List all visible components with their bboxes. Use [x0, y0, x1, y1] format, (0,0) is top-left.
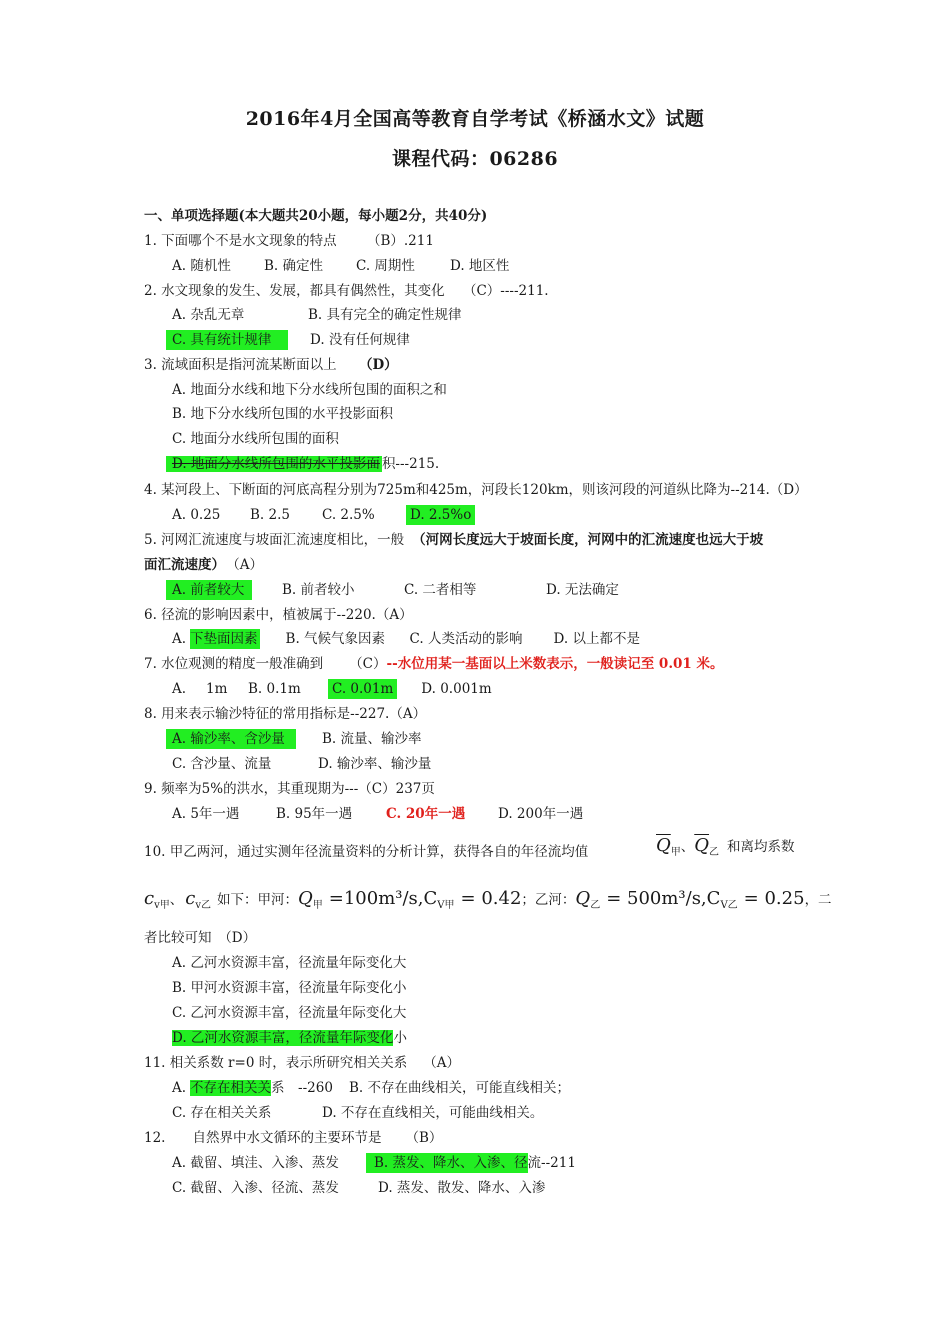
question-stem: 11. 相关系数 r=0 时，表示所研究相关关系: [144, 1055, 408, 1071]
question-9-options: [172, 804, 583, 824]
option-b: B. 确定性: [264, 258, 324, 274]
question-2-options-ab: [172, 305, 462, 325]
question-8-options-cd: [172, 754, 431, 774]
option-b-highlighted: B. 蒸发、降水、入渗、径: [366, 1153, 528, 1173]
q10-given-values: [144, 884, 832, 921]
question-1: [144, 231, 434, 251]
question-stem: 12. 自然界中水文循环的主要环节是: [144, 1130, 382, 1146]
option-d: D. 输沙率、输沙量: [318, 756, 432, 772]
question-stem: 7. 水位观测的精度一般准确到: [144, 656, 324, 672]
tail: ，二: [804, 892, 832, 908]
sub-jia: 甲: [312, 900, 323, 911]
question-11: [144, 1053, 460, 1073]
q-bar-symbol: $\overline{Q}$: [656, 835, 671, 856]
note-red: --水位用某一基面以上米数表示，一般读记至 0.01 米。: [386, 656, 724, 672]
option-b-tail: 流--211: [527, 1155, 576, 1171]
question-stem: 2. 水文现象的发生、发展，都具有偶然性，其变化: [144, 283, 445, 299]
question-5: [144, 530, 763, 550]
q-symbol: Q: [298, 888, 313, 909]
answer: （A）: [233, 557, 263, 573]
option-d: D. 以上都不是: [553, 631, 640, 647]
question-12-options-ab: [172, 1153, 576, 1173]
option-c-highlighted: C. 具有统计规律: [166, 330, 288, 350]
yi-prefix: ；乙河：: [521, 892, 576, 908]
option-d: D. 不存在直线相关，可能曲线相关。: [322, 1105, 544, 1121]
option-d: D. 无法确定: [546, 582, 619, 598]
question-3: [144, 355, 398, 375]
answer: （C）: [349, 656, 387, 672]
q10-mean-symbols: [656, 832, 795, 867]
question-2: [144, 281, 549, 301]
option-b: B. 具有完全的确定性规律: [308, 307, 462, 323]
option-b: B. 2.5: [250, 507, 290, 523]
option-c: C. 截留、入渗、径流、蒸发: [172, 1180, 339, 1196]
question-12: [144, 1128, 442, 1148]
question-5-cont: [144, 555, 263, 575]
given-prefix: 如下：甲河：: [217, 892, 298, 908]
option-b: B. 地下分水线所包围的水平投影面积: [172, 406, 394, 422]
dun-mark: 、: [169, 892, 184, 908]
option-b: B. 甲河水资源丰富，径流量年际变化小: [172, 980, 407, 996]
sub-yi: 乙: [709, 847, 720, 858]
sub-yi: 乙: [590, 900, 601, 911]
option-b: B. 95年一遇: [276, 806, 353, 822]
note: （河网长度远大于坡面长度，河网中的汇流速度也远大于坡: [412, 532, 764, 548]
stem-tail: 和离均系数: [727, 839, 795, 855]
question-8-options-ab: [166, 729, 422, 749]
option-a-prefix: A.: [172, 631, 187, 647]
question-6: 6. 径流的影响因素中，植被属于--220.（A）: [144, 607, 413, 623]
question-8: 8. 用来表示输沙特征的常用指标是--227.（A）: [144, 706, 427, 722]
option-c: C. 存在相关关系: [172, 1105, 272, 1121]
answer: （A）: [423, 1055, 460, 1071]
question-12-options-cd: [172, 1178, 545, 1198]
option-d-highlighted: D. 2.5%o: [406, 505, 475, 525]
option-a-highlighted: 下垫面因素: [190, 631, 258, 647]
option-a: A. 地面分水线和地下分水线所包围的面积之和: [172, 382, 447, 398]
yi-cv-value: = 0.25: [743, 888, 805, 909]
option-a: A. 0.25: [172, 507, 221, 523]
cv-symbol: c: [185, 888, 196, 909]
yi-cv-sub: V乙: [720, 900, 738, 911]
option-d: D. 200年一遇: [498, 806, 584, 822]
option-a: A. 5年一遇: [172, 806, 240, 822]
option-b: B. 气候气象因素: [285, 631, 386, 647]
option-a: A. 截留、填洼、入渗、蒸发: [172, 1155, 339, 1171]
question-7-options: [172, 679, 492, 699]
option-d: [166, 454, 439, 474]
question-stem: 3. 流域面积是指河流某断面以上: [144, 357, 337, 373]
answer: （B）: [405, 1130, 443, 1146]
option-a: A. 随机性: [172, 258, 231, 274]
cv-sub-jia: v甲: [154, 900, 170, 911]
exam-title: 2016年4月全国高等教育自学考试《桥涵水文》试题: [245, 108, 705, 130]
option-a: A. 乙河水资源丰富，径流量年际变化大: [172, 955, 407, 971]
option-c: C. 人类活动的影响: [409, 631, 523, 647]
question-stem: 5. 河网汇流速度与坡面汇流速度相比，一般: [144, 532, 405, 548]
option-d: D. 没有任何规律: [310, 332, 410, 348]
option-d-highlighted: D. 乙河水资源丰富，径流量年际变化: [172, 1030, 394, 1046]
q-symbol: Q: [575, 888, 591, 909]
option-a-label: A.: [172, 681, 187, 697]
jia-flow-eq: =100m³/s,C: [328, 888, 438, 909]
option-a-value: 1m: [206, 681, 228, 697]
answer: （B）.211: [366, 233, 434, 249]
option-b: B. 0.1m: [248, 681, 301, 697]
note-cont: 面汇流速度）: [144, 557, 225, 573]
option-c: C. 2.5%: [322, 507, 375, 523]
option-c-red: C. 20年一遇: [386, 806, 466, 822]
option-d: D. 地区性: [450, 258, 510, 274]
question-7: [144, 654, 724, 674]
option-d-tail: 积---215.: [381, 456, 440, 472]
option-d-highlighted: D. 地面分水线所包围的水平投影面: [166, 456, 382, 472]
option-b: B. 前者较小: [282, 582, 355, 598]
option-c: C. 乙河水资源丰富，径流量年际变化大: [172, 1005, 407, 1021]
option-c: C. 二者相等: [404, 582, 477, 598]
option-c-highlighted: C. 0.01m: [328, 679, 397, 699]
option-a-prefix: A.: [172, 1080, 187, 1096]
option-a-highlighted: A. 输沙率、含沙量: [166, 729, 296, 749]
jia-cv-sub: V甲: [437, 900, 455, 911]
question-11-options-ab: [172, 1078, 570, 1098]
question-4: 4. 某河段上、下断面的河底高程分别为725m和425m，河段长120km，则该河段的河道纵比降为--214.（D）: [144, 482, 808, 498]
dun-mark: 、: [680, 839, 695, 855]
option-c: C. 地面分水线所包围的面积: [172, 431, 339, 447]
question-1-options: [172, 256, 509, 276]
question-9: 9. 频率为5%的洪水，其重现期为---（C）237页: [144, 781, 435, 797]
question-5-options: [166, 580, 619, 600]
question-10: 10. 甲乙两河，通过实测年径流量资料的分析计算，获得各自的年径流均值: [144, 844, 589, 860]
option-a-tail: 系 --260: [271, 1080, 333, 1096]
option-a: A. 杂乱无章: [172, 307, 245, 323]
q10-compare: 者比较可知 （D）: [144, 930, 257, 946]
sub-jia: 甲: [670, 847, 681, 858]
option-b: B. 流量、输沙率: [322, 731, 422, 747]
answer: （C）----211.: [462, 283, 549, 299]
option-d: D. 0.001m: [421, 681, 492, 697]
answer: （D）: [358, 357, 398, 373]
option-c: C. 含沙量、流量: [172, 756, 272, 772]
option-d-tail: 小: [393, 1030, 407, 1046]
yi-flow-eq: = 500m³/s,C: [606, 888, 721, 909]
course-code: 课程代码：06286: [391, 148, 559, 170]
question-6-options: [172, 629, 640, 649]
question-4-options: [172, 505, 475, 525]
question-11-options-cd: [172, 1103, 543, 1123]
option-c: C. 周期性: [356, 258, 415, 274]
option-d: D. 蒸发、散发、降水、入渗: [378, 1180, 546, 1196]
jia-cv-value: = 0.42: [460, 888, 522, 909]
option-a-highlighted: A. 前者较大: [166, 580, 252, 600]
q-bar-symbol: $\overline{Q}$: [694, 835, 710, 856]
option-a-highlighted: 不存在相关关: [190, 1080, 272, 1096]
option-d: [172, 1028, 407, 1048]
cv-sub-yi: v乙: [195, 900, 211, 911]
section-heading: 一、单项选择题(本大题共20小题，每小题2分，共40分): [144, 208, 488, 224]
option-b: B. 不存在曲线相关，可能直线相关；: [348, 1080, 570, 1096]
question-stem: 1. 下面哪个不是水文现象的特点: [144, 233, 337, 249]
cv-symbol: c: [144, 888, 155, 909]
question-2-options-cd: [166, 330, 410, 350]
